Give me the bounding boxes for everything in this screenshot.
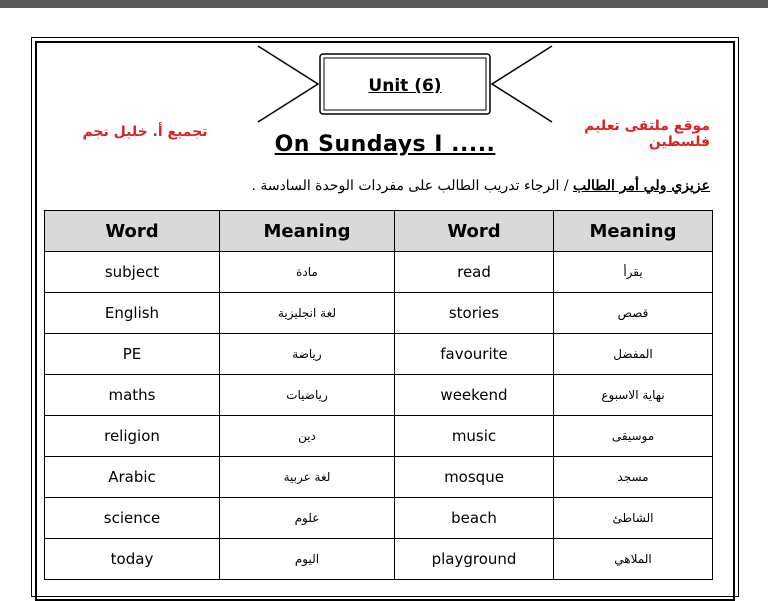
vocabulary-table [44, 210, 713, 580]
page-title: On Sundays I ..... [274, 132, 496, 157]
meaning-cell: يقرأ [554, 252, 713, 293]
column-header-meaning: Meaning [220, 211, 395, 252]
meaning-cell: قصص [554, 293, 713, 334]
meaning-cell: الشاطئ [554, 498, 713, 539]
meaning-cell: لغة انجليزية [220, 293, 395, 334]
word-cell: Arabic [45, 457, 220, 498]
word-cell: read [395, 252, 554, 293]
table-row [45, 498, 713, 539]
word-cell: mosque [395, 457, 554, 498]
column-header-meaning: Meaning [554, 211, 713, 252]
table-row [45, 375, 713, 416]
word-cell: English [45, 293, 220, 334]
meaning-cell: مادة [220, 252, 395, 293]
table-row [45, 457, 713, 498]
word-cell: music [395, 416, 554, 457]
instruction-text: / الرجاء تدريب الطالب على مفردات الوحدة السادسة . [251, 178, 573, 194]
word-cell: science [45, 498, 220, 539]
unit-banner [240, 44, 570, 124]
word-cell: weekend [395, 375, 554, 416]
meaning-cell: رياضة [220, 334, 395, 375]
table-row [45, 252, 713, 293]
word-cell: stories [395, 293, 554, 334]
table-row [45, 334, 713, 375]
meaning-cell: اليوم [220, 539, 395, 580]
column-header-word: Word [395, 211, 554, 252]
meaning-cell: دين [220, 416, 395, 457]
word-cell: favourite [395, 334, 554, 375]
table-header-row [45, 211, 713, 252]
word-cell: PE [45, 334, 220, 375]
meaning-cell: علوم [220, 498, 395, 539]
table-row [45, 539, 713, 580]
meaning-cell: لغة عربية [220, 457, 395, 498]
table-row [45, 293, 713, 334]
instruction-addressee: عزيزي ولي أمر الطالب [572, 178, 710, 194]
instruction-line [150, 178, 710, 194]
compiler-credit: تجميع أ. خليل نجم [82, 124, 208, 140]
column-header-word: Word [45, 211, 220, 252]
meaning-cell: رياضيات [220, 375, 395, 416]
word-cell: playground [395, 539, 554, 580]
word-cell: today [45, 539, 220, 580]
word-cell: religion [45, 416, 220, 457]
word-cell: maths [45, 375, 220, 416]
meaning-cell: موسيقى [554, 416, 713, 457]
word-cell: subject [45, 252, 220, 293]
word-cell: beach [395, 498, 554, 539]
meaning-cell: الملاهي [554, 539, 713, 580]
window-top-bar [0, 0, 768, 8]
site-name: موقع ملتقى تعليم فلسطين [584, 118, 710, 150]
meaning-cell: نهاية الاسبوع [554, 375, 713, 416]
table-row [45, 416, 713, 457]
unit-label: Unit (6) [368, 76, 442, 96]
meaning-cell: مسجد [554, 457, 713, 498]
meaning-cell: المفضل [554, 334, 713, 375]
